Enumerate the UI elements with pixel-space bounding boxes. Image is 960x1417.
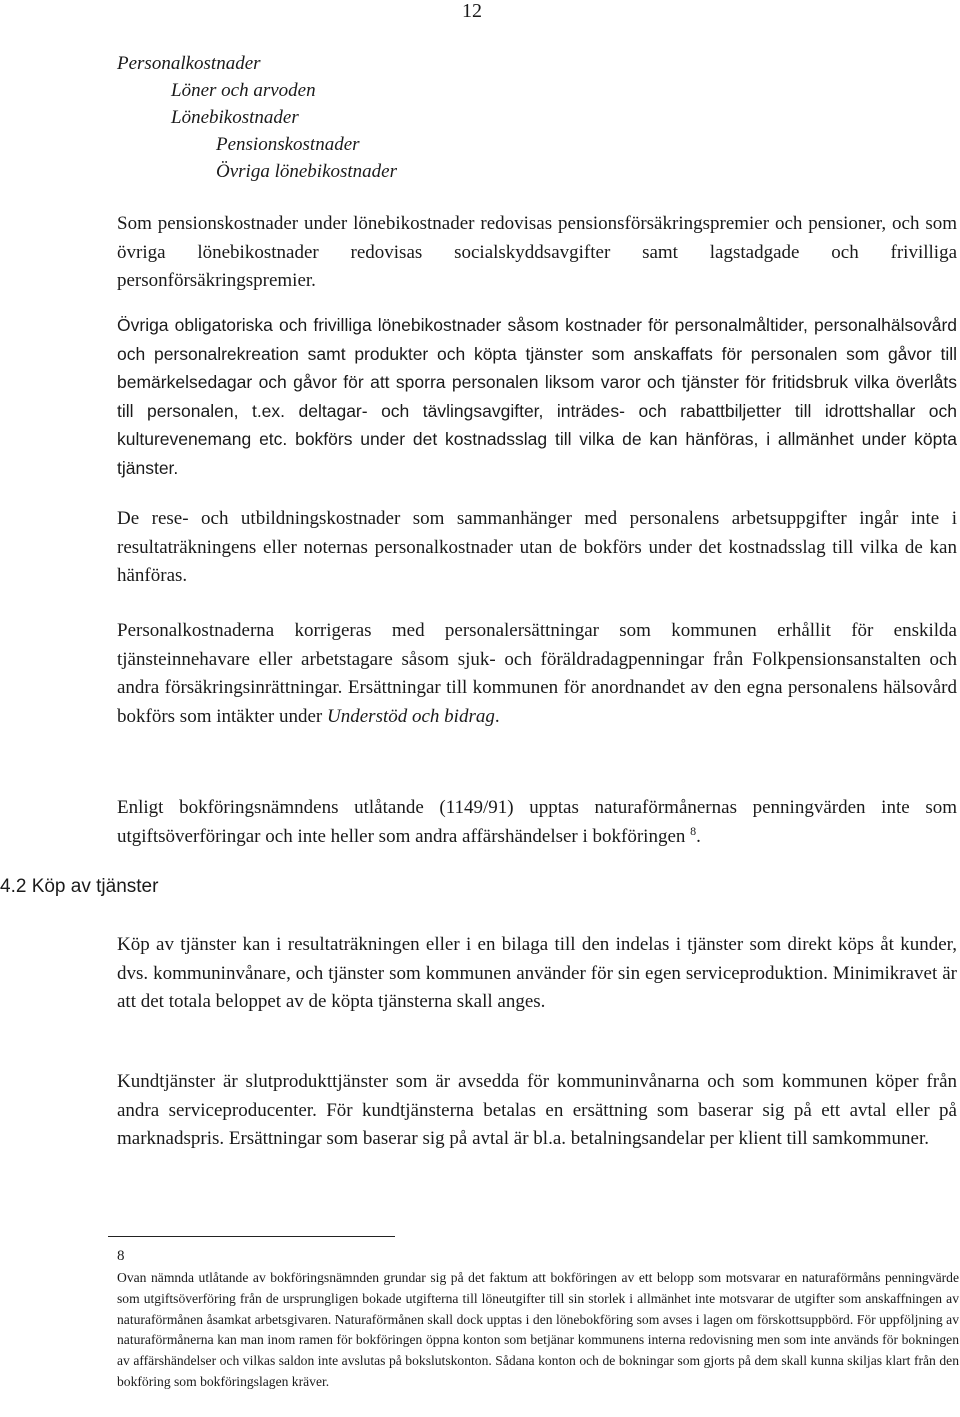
footnote-reference[interactable]: 8: [690, 823, 697, 838]
paragraph-kop-av-tjanster: Köp av tjänster kan i resultaträkningen eller i en bilaga till den indelas i tjänster som direkt köps åt kunder, dvs. kommuninvånare, och tjänster som kommunen använder för sin egen serviceproduktion. Minimikravet är att det totala beloppet av de köpta tjänsterna skall anges.: [117, 934, 957, 1012]
cost-item-lonebikostnader: Lönebikostnader: [171, 107, 299, 128]
category-reference: Understöd och bidrag: [327, 705, 495, 727]
cost-item-pensionskostnader: Pensionskostnader: [216, 134, 360, 155]
paragraph-personalersattningar-end: .: [494, 705, 500, 727]
cost-item-loner: Löner och arvoden: [171, 80, 316, 101]
paragraph-rese-utbildning: De rese- och utbildningskostnader som sammanhänger med personalens arbetsuppgifter ingår inte i resultaträkningens eller noternas personalkostnader utan de bokförs under det kostnadsslag till vilka de kan hänföras.: [117, 508, 957, 586]
paragraph-pensionskostnader: Som pensionskostnader under lönebikostnader redovisas pensionsförsäkringspremier och pensioner, och som övriga lönebikostnader redovisas socialskyddsavgifter samt lagstadgade och frivilliga personförsäkringspremier.: [117, 213, 957, 291]
paragraph-naturaformaner-text: Enligt bokföringsnämndens utlåtande (1149/91) upptas naturaförmånernas penningvärden inte som utgiftsöverföringar och inte heller som andra affärshändelser i bokföringen: [117, 797, 957, 847]
section-heading: 4.2 Köp av tjänster: [0, 876, 159, 897]
paragraph-personalersattningar-text: Personalkostnaderna korrigeras med personalersättningar som kommunen erhållit för enskilda tjänsteinnehavare eller arbetstagare såsom sjuk- och föräldradagpenningar från Folkpensionsanstalten och andra försäkringsinrättningar. Ersättningar till kommunen för anordnandet av den egna personalens hälsovård bokförs som intäkter under: [117, 620, 957, 727]
paragraph-ovriga-lonebikostnader: Övriga obligatoriska och frivilliga lönebikostnader såsom kostnader för personalmåltider, personalhälsovård och personalrekreation samt produkter och köpta tjänster som anskaffats för personalen som gåvor till bemärkelsedagar och gåvor för att sporra personalen liksom varor och tjänster för fritidsbruk vilka överlåts till personalen, t.ex. deltagar- och tävlingsavgifter, inträdes- och rabattbiljetter till idrottshallar och kulturevenemang etc. bokförs under det kostnadsslag till vilka de kan hänföras, i allmänhet under köpta tjänster.: [117, 315, 957, 478]
cost-category-list: [117, 50, 397, 185]
cost-item-ovriga-lonebikostnader: Övriga lönebikostnader: [216, 161, 398, 182]
footnote-text: Ovan nämnda utlåtande av bokföringsnämnden grundar sig på det faktum att bokföringen av ett belopp som motsvarar en naturaförmåns penningvärde som utgiftsöverföring från de ursprungligen bokade utgifterna till löneutgifter till sin storlek i allmänhet inte motsvarar de utgifter som anskaffningen av naturaförmånen åsamkat arbetsgivaren. Naturaförmånen skall dock upptas i den lönebokföring som avses i lagen om förskottsuppbörd. För uppföljning av naturaförmånerna kan man inom ramen för bokföringen öppna konton som betjänar kommunens interna redovisning men som inte används för bokningen av affärshändelser och vilkas saldon inte avslutas på bokslutskonton. Sådana konton och de bokningar som gjorts på dem skall kunna skiljas klart från den bokföring som bokföringslagen kräver.: [117, 1270, 959, 1389]
footnote-number: 8: [117, 1248, 125, 1264]
page-number: 12: [462, 0, 482, 22]
paragraph-naturaformaner: [117, 794, 957, 851]
paragraph-naturaformaner-end: .: [696, 825, 701, 847]
paragraph-personalersattningar: [117, 617, 957, 731]
footnote-divider: [108, 1236, 395, 1237]
paragraph-kundtjanster: Kundtjänster är slutprodukttjänster som är avsedda för kommuninvånarna och som kommunen köper från andra serviceproducenter. För kundtjänsterna betalas en ersättning som baserar sig på ett avtal eller på marknadspris. Ersättningar som baserar sig på avtal är bl.a. betalningsandelar per klient till samkommuner.: [117, 1071, 957, 1149]
cost-item-personalkostnader: Personalkostnader: [117, 53, 261, 74]
